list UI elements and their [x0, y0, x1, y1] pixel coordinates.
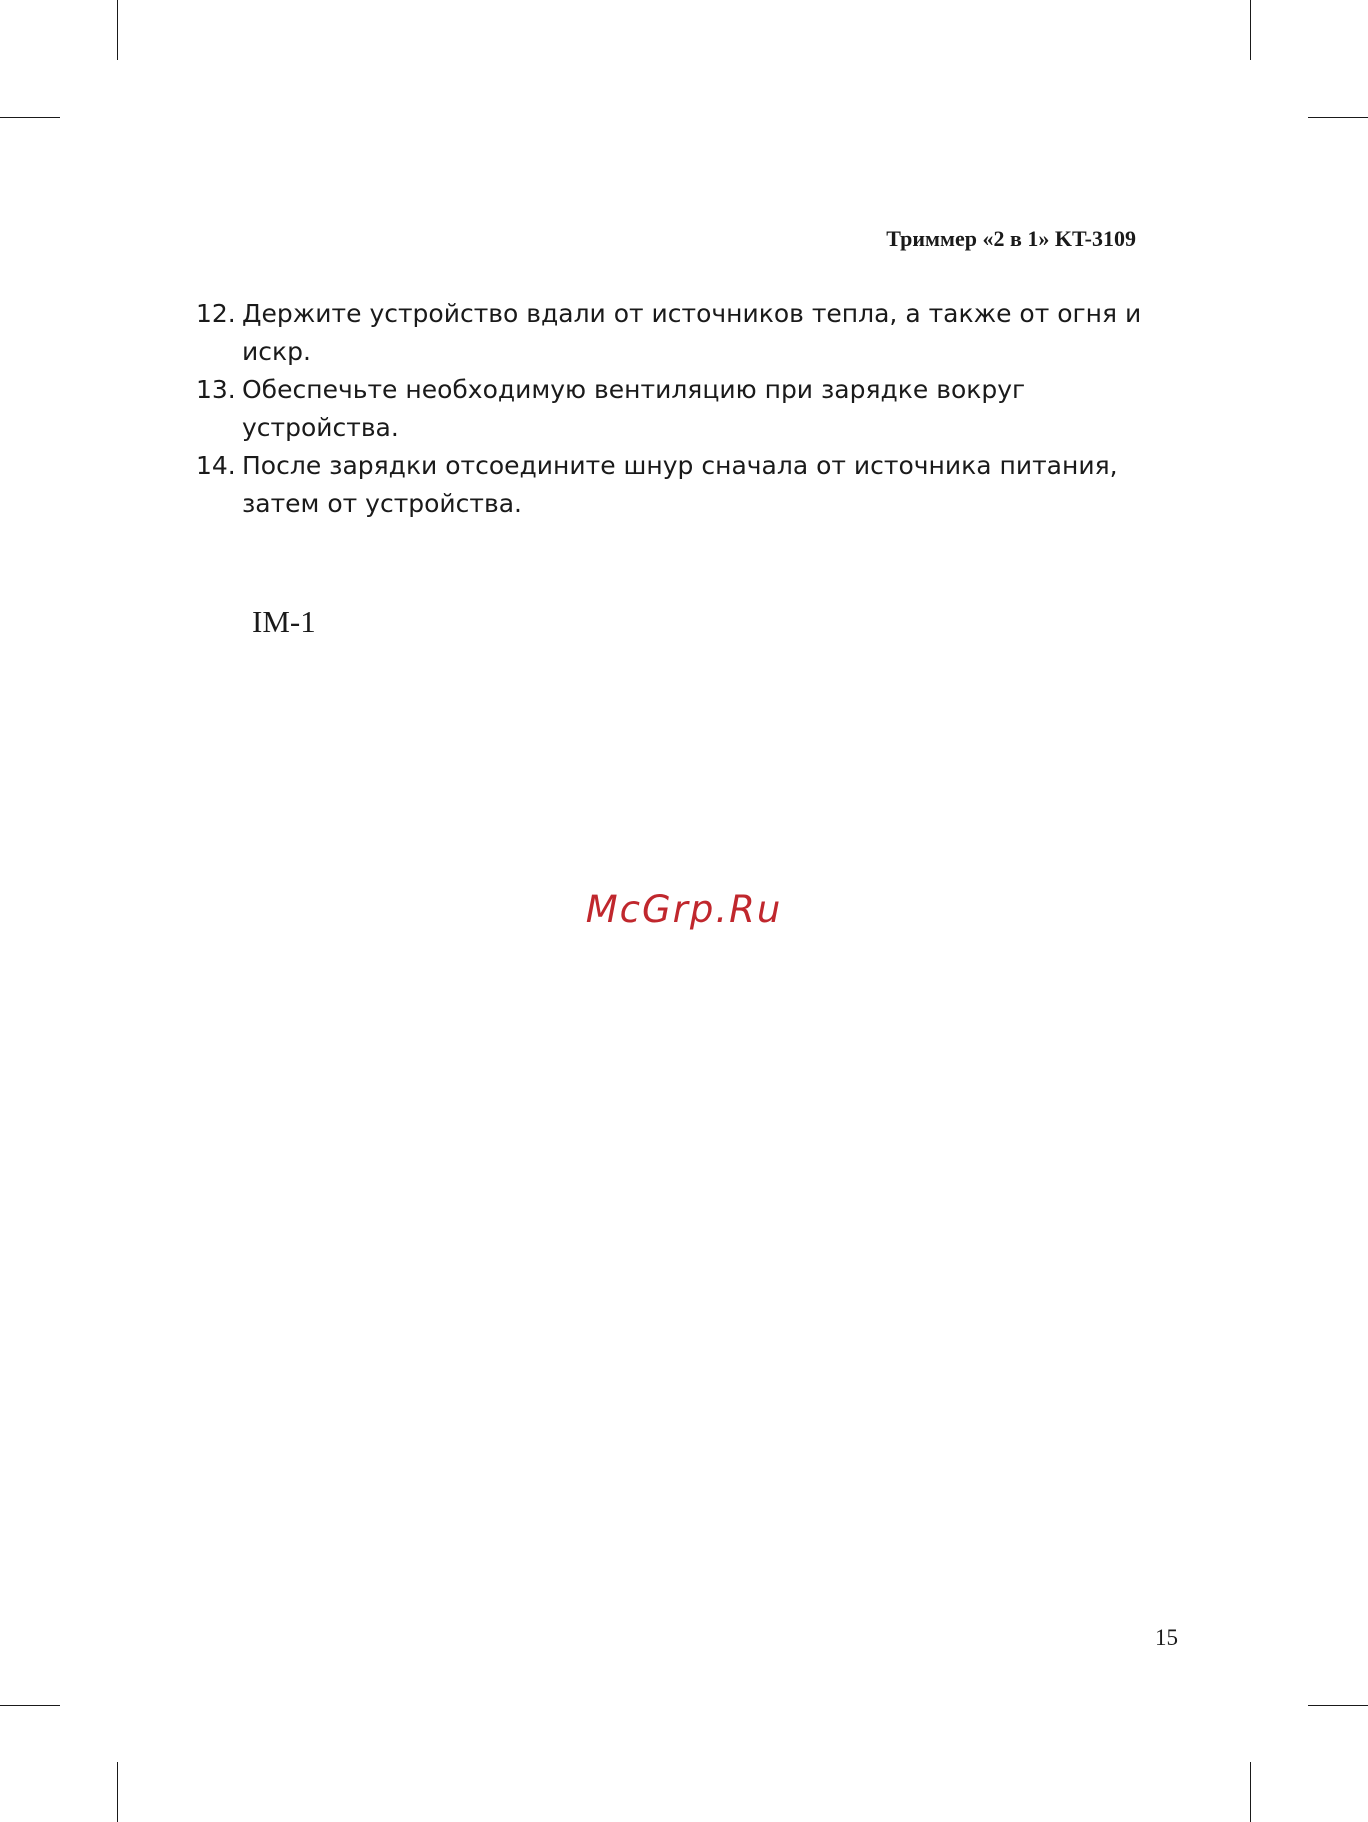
crop-mark-top-right-horizontal	[1308, 117, 1368, 118]
list-item	[196, 447, 1156, 523]
list-item-text: После зарядки отсоедините шнур сначала от источника питания, затем от устройства.	[242, 451, 1118, 518]
list-item	[196, 371, 1156, 447]
crop-mark-top-left-vertical	[117, 0, 118, 60]
crop-mark-bottom-right-horizontal	[1308, 1705, 1368, 1706]
watermark-link[interactable]: McGrp.Ru	[585, 888, 783, 931]
model-code: IM-1	[252, 604, 316, 639]
crop-mark-top-left-horizontal	[0, 117, 60, 118]
list-item-number: 12.	[196, 299, 236, 328]
list-item-number: 13.	[196, 375, 236, 404]
list-item	[196, 295, 1156, 371]
crop-mark-bottom-right-vertical	[1250, 1762, 1251, 1822]
list-item-number: 14.	[196, 451, 236, 480]
crop-mark-bottom-left-vertical	[117, 1762, 118, 1822]
list-item-text: Держите устройство вдали от источников тепла, а также от огня и искр.	[242, 299, 1142, 366]
list-item-text: Обеспечьте необходимую вентиляцию при зарядке вокруг устройства.	[242, 375, 1026, 442]
crop-mark-top-right-vertical	[1250, 0, 1251, 60]
page-header-title: Триммер «2 в 1» KT-3109	[886, 226, 1136, 251]
crop-mark-bottom-left-horizontal	[0, 1705, 60, 1706]
instruction-list	[196, 295, 1156, 523]
page-number: 15	[1155, 1625, 1178, 1650]
